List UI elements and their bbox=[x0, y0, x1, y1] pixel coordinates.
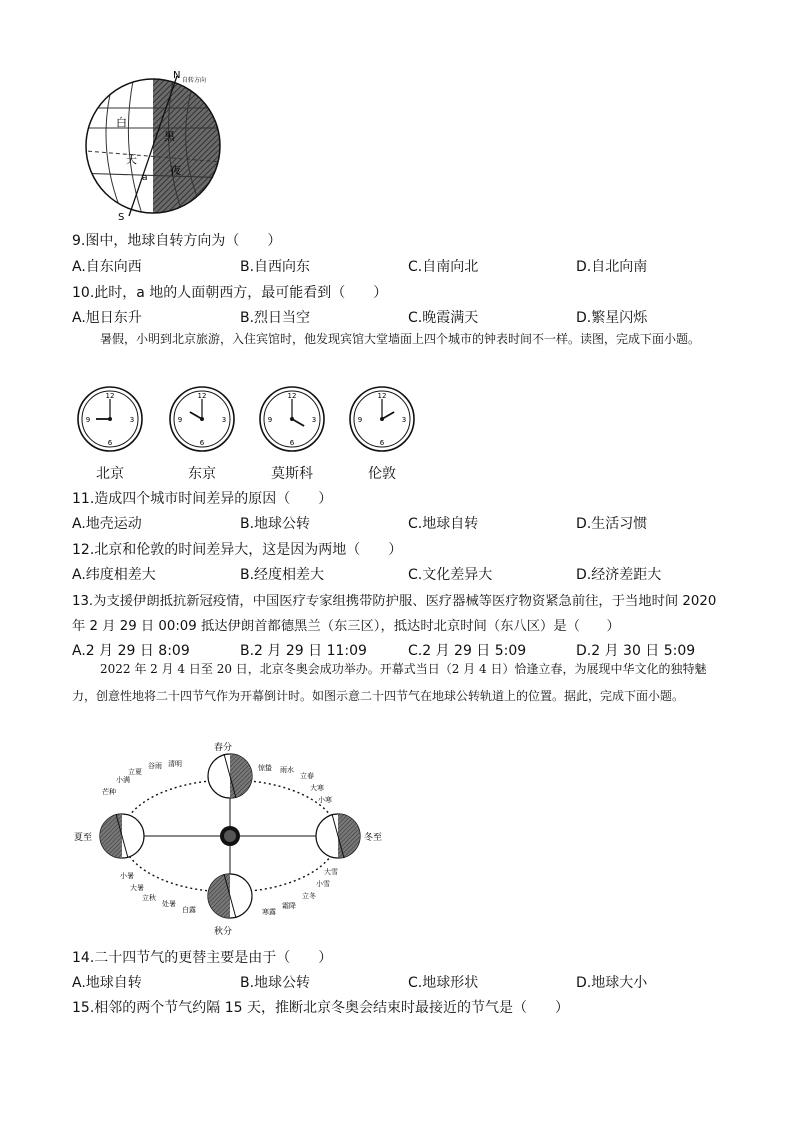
clock-number: 3 bbox=[311, 416, 317, 424]
earth-summer bbox=[100, 814, 144, 858]
label-summer-solstice: 夏至 bbox=[74, 833, 93, 843]
solar-term-label: 小寒 bbox=[318, 796, 332, 804]
question-13-stem-line2: 年 2 月 29 日 00:09 抵达伊朗首都德黑兰（东三区），抵达时北京时间（东八区）是（ ） bbox=[72, 619, 620, 634]
solar-term-label: 惊蛰 bbox=[258, 764, 272, 772]
solar-term-label: 谷雨 bbox=[148, 762, 162, 770]
clock-number: 3 bbox=[221, 416, 227, 424]
night-label-1: 黑 bbox=[164, 130, 175, 143]
label-spring-equinox: 春分 bbox=[214, 743, 233, 753]
solar-term-label: 寒露 bbox=[262, 908, 276, 916]
label-autumn-equinox: 秋分 bbox=[214, 927, 233, 937]
solar-term-label: 大寒 bbox=[310, 784, 324, 792]
q13-option-d[interactable]: D.2 月 30 日 5:09 bbox=[576, 643, 696, 659]
clock-number: 12 bbox=[377, 392, 387, 400]
q9-option-c[interactable]: C.自南向北 bbox=[408, 259, 479, 275]
clock-beijing bbox=[76, 385, 144, 453]
clock-moscow bbox=[258, 385, 326, 453]
question-11-stem: 11.造成四个城市时间差异的原因（ ） bbox=[72, 491, 333, 507]
passage-winter-olympics: 2022 年 2 月 4 日至 20 日，北京冬奥会成功举办。开幕式当日（2 月 4 日）恰逢立春，为展现中华文化的独特魅力，创意性地将二十四节气作为开幕倒计时。如图示意二十四节气在地球公转轨道上的位置。据此，完成下面小题。 bbox=[72, 662, 707, 703]
q9-option-d[interactable]: D.自北向南 bbox=[576, 259, 648, 275]
q11-option-b[interactable]: B.地球公转 bbox=[240, 516, 311, 532]
solar-term-label: 大雪 bbox=[324, 868, 338, 876]
clock-number: 9 bbox=[267, 416, 273, 424]
q12-option-c[interactable]: C.文化差异大 bbox=[408, 567, 493, 583]
point-a-label: a bbox=[142, 173, 148, 183]
q12-option-a[interactable]: A.纬度相差大 bbox=[72, 567, 156, 583]
clock-number: 9 bbox=[85, 416, 91, 424]
north-label: N bbox=[173, 70, 181, 81]
clock-number: 3 bbox=[401, 416, 407, 424]
clock-city-tokyo: 东京 bbox=[188, 466, 216, 482]
day-night-globe-figure bbox=[74, 68, 234, 228]
solar-term-label: 立秋 bbox=[142, 894, 156, 902]
question-10-stem: 10.此时，a 地的人面朝西方，最可能看到（ ） bbox=[72, 285, 388, 301]
clock-number: 3 bbox=[129, 416, 135, 424]
question-14-stem: 14.二十四节气的更替主要是由于（ ） bbox=[72, 950, 333, 966]
clock-number: 6 bbox=[289, 439, 295, 447]
solar-term-label: 白露 bbox=[182, 906, 196, 914]
q11-option-c[interactable]: C.地球自转 bbox=[408, 516, 479, 532]
q13-option-a[interactable]: A.2 月 29 日 8:09 bbox=[72, 643, 190, 659]
solar-term-label: 处暑 bbox=[162, 900, 176, 908]
solar-term-label: 小暑 bbox=[120, 872, 134, 880]
q10-option-b[interactable]: B.烈日当空 bbox=[240, 310, 311, 326]
solar-term-label: 小雪 bbox=[316, 880, 330, 888]
clock-city-london: 伦敦 bbox=[368, 466, 396, 482]
solar-term-label: 雨水 bbox=[280, 766, 294, 774]
night-label-2: 夜 bbox=[170, 164, 181, 177]
solar-terms-orbit-figure bbox=[72, 738, 392, 938]
clock-number: 9 bbox=[357, 416, 363, 424]
question-9-stem: 9.图中，地球自转方向为（ ） bbox=[72, 233, 282, 249]
q9-option-a[interactable]: A.自东向西 bbox=[72, 259, 142, 275]
q10-option-c[interactable]: C.晚霞满天 bbox=[408, 310, 479, 326]
south-label: S bbox=[118, 212, 125, 223]
q11-option-d[interactable]: D.生活习惯 bbox=[576, 516, 648, 532]
q14-option-a[interactable]: A.地球自转 bbox=[72, 975, 142, 991]
clock-number: 6 bbox=[379, 439, 385, 447]
solar-term-label: 小满 bbox=[116, 776, 130, 784]
earth-spring bbox=[208, 754, 252, 798]
q11-option-a[interactable]: A.地壳运动 bbox=[72, 516, 142, 532]
rotation-direction-label: 自转方向 bbox=[182, 77, 207, 84]
q14-option-c[interactable]: C.地球形状 bbox=[408, 975, 479, 991]
clock-number: 12 bbox=[197, 392, 207, 400]
clock-number: 6 bbox=[107, 439, 113, 447]
q14-option-d[interactable]: D.地球大小 bbox=[576, 975, 648, 991]
solar-term-label: 清明 bbox=[168, 760, 182, 768]
q9-option-b[interactable]: B.自西向东 bbox=[240, 259, 311, 275]
solar-term-label: 立冬 bbox=[302, 892, 316, 900]
clock-city-beijing: 北京 bbox=[96, 466, 124, 482]
passage-clocks: 暑假，小明到北京旅游，入住宾馆时，他发现宾馆大堂墙面上四个城市的钟表时间不一样。读图，完成下面小题。 bbox=[100, 332, 701, 346]
solar-term-label: 大暑 bbox=[130, 884, 144, 892]
solar-term-label: 芒种 bbox=[102, 788, 116, 796]
clock-city-moscow: 莫斯科 bbox=[271, 466, 313, 482]
question-12-stem: 12.北京和伦敦的时间差异大，这是因为两地（ ） bbox=[72, 542, 403, 558]
day-label-1: 白 bbox=[116, 116, 127, 129]
question-13-stem-line1: 13.为支援伊朗抵抗新冠疫情，中国医疗专家组携带防护服、医疗器械等医疗物资紧急前往，于当地时间 2020 bbox=[72, 594, 717, 609]
clock-tokyo bbox=[168, 385, 236, 453]
clock-number: 9 bbox=[177, 416, 183, 424]
clock-london bbox=[348, 385, 416, 453]
q13-option-c[interactable]: C.2 月 29 日 5:09 bbox=[408, 643, 527, 659]
earth-winter bbox=[316, 814, 360, 858]
solar-term-label: 立夏 bbox=[128, 768, 142, 776]
clock-number: 12 bbox=[287, 392, 297, 400]
solar-term-label: 霜降 bbox=[282, 902, 296, 910]
question-15-stem: 15.相邻的两个节气约隔 15 天，推断北京冬奥会结束时最接近的节气是（ ） bbox=[72, 1000, 569, 1016]
q10-option-a[interactable]: A.旭日东升 bbox=[72, 310, 142, 326]
q13-option-b[interactable]: B.2 月 29 日 11:09 bbox=[240, 643, 367, 659]
q10-option-d[interactable]: D.繁星闪烁 bbox=[576, 310, 648, 326]
clock-number: 6 bbox=[199, 439, 205, 447]
q14-option-b[interactable]: B.地球公转 bbox=[240, 975, 311, 991]
clock-number: 12 bbox=[105, 392, 115, 400]
solar-term-label: 立春 bbox=[300, 772, 314, 780]
q12-option-d[interactable]: D.经济差距大 bbox=[576, 567, 662, 583]
q12-option-b[interactable]: B.经度相差大 bbox=[240, 567, 325, 583]
day-label-2: 天 bbox=[126, 153, 137, 166]
label-winter-solstice: 冬至 bbox=[364, 833, 383, 843]
earth-autumn bbox=[208, 874, 252, 918]
